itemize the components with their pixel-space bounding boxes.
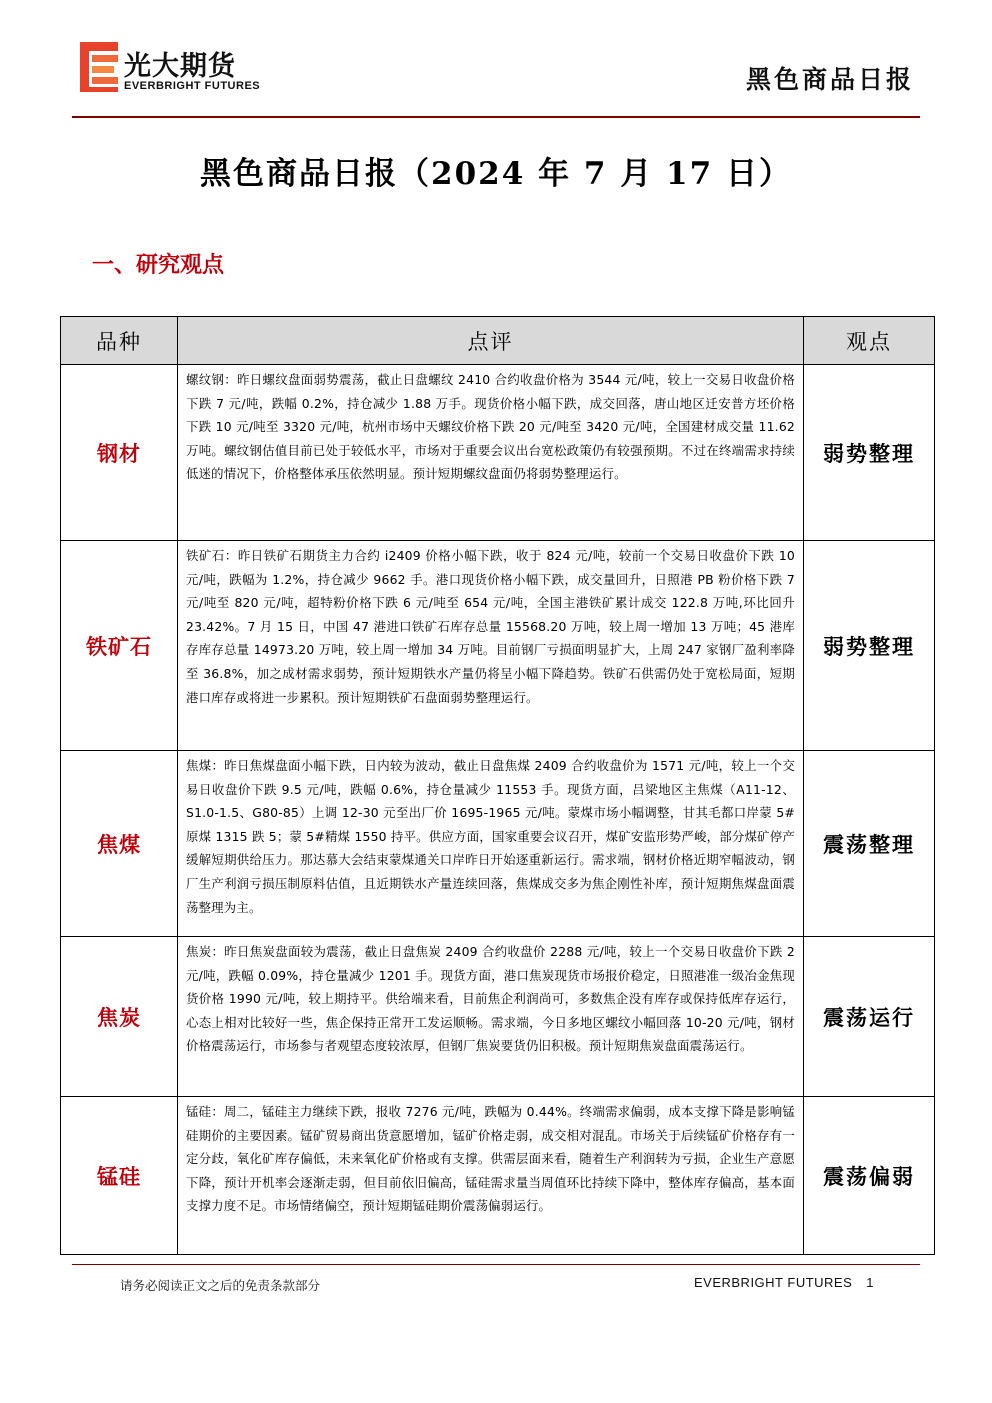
variety-name: 焦煤	[61, 751, 178, 937]
variety-name: 钢材	[61, 365, 178, 541]
footer-company-name: EVERBRIGHT FUTURES	[693, 1275, 853, 1290]
table-row	[61, 751, 935, 937]
footer-disclaimer: 请务必阅读正文之后的免责条款部分	[120, 1278, 321, 1293]
variety-name: 焦炭	[61, 937, 178, 1097]
variety-comment: 锰硅：周二，锰硅主力继续下跌，报收 7276 元/吨，跌幅为 0.44%。终端需求偏弱，成本支撑下降是影响锰硅期价的主要因素。锰矿贸易商出货意愿增加，锰矿价格走弱，成交相对混乱。市场关于后续锰矿价格存有一定分歧，氧化矿库存偏低，未来氧化矿价格或有支撑。供需层面来看，随着生产利润转为亏损，企业生产意愿下降，预计开机率会逐渐走弱，但目前依旧偏高，锰硅需求量当周值环比持续下降中，整体库存偏高，基本面支撑力度不足。市场情绪偏空，预计短期锰硅期价震荡偏弱运行。	[178, 1097, 804, 1255]
page-title: 黑色商品日报（2024 年 7 月 17 日）	[200, 156, 792, 192]
everbright-logo-icon	[80, 42, 118, 92]
variety-comment: 焦煤：昨日焦煤盘面小幅下跌，日内较为波动，截止日盘焦煤 2409 合约收盘价为 1571 元/吨，较上一个交易日收盘价下跌 9.5 元/吨，跌幅 0.6%，持仓量减少 11553 手。现货方面，吕梁地区主焦煤（A11-12、S1.0-1.5、G80-85）上调 12-30 元至出厂价 1695-1965 元/吨。蒙煤市场小幅调整，甘其毛都口岸蒙 5#原煤 1315 跌 5；蒙 5#精煤 1550 持平。供应方面，国家重要会议召开，煤矿安监形势严峻，部分煤矿停产缓解短期供给压力。那达慕大会结束蒙煤通关口岸昨日开始逐重新运行。需求端，钢材价格近期窄幅波动，钢厂生产利润亏损压制原料估值，且近期铁水产量连续回落，焦煤成交多为焦企刚性补库，预计短期焦煤盘面震荡整理为主。	[178, 751, 804, 937]
table-row	[61, 937, 935, 1097]
section-heading: 一、研究观点	[92, 252, 225, 278]
logo-chinese-name: 光大期货	[124, 51, 236, 82]
variety-comment: 铁矿石：昨日铁矿石期货主力合约 i2409 价格小幅下跌，收于 824 元/吨，较前一个交易日收盘价下跌 10 元/吨，跌幅为 1.2%，持仓减少 9662 手。港口现货价格小幅下跌，成交量回升，日照港 PB 粉价格下跌 7 元/吨至 820 元/吨，超特粉价格下跌 6 元/吨至 654 元/吨，全国主港铁矿累计成交 122.8 万吨,环比回升 23.42%。7 月 15 日，中国 47 港进口铁矿石库存总量 15568.20 万吨，较上周一增加 13 万吨；45 港库存库存总量 14973.20 万吨，较上周一增加 34 万吨。目前钢厂亏损面明显扩大，上周 247 家钢厂盈利率降至 36.8%，加之成材需求弱势，预计短期铁水产量仍将呈小幅下降趋势。铁矿石供需仍处于宽松局面，短期港口库存或将进一步累积。预计短期铁矿石盘面弱势整理运行。	[178, 541, 804, 751]
column-header-comment: 点评	[178, 317, 804, 365]
variety-name: 锰硅	[61, 1097, 178, 1255]
table-header-row	[61, 317, 935, 365]
variety-view: 震荡偏弱	[804, 1097, 935, 1255]
page-number: 1	[866, 1275, 874, 1290]
research-table	[60, 316, 935, 1255]
variety-view: 震荡整理	[804, 751, 935, 937]
column-header-view: 观点	[804, 317, 935, 365]
page-header	[72, 40, 920, 120]
variety-comment: 焦炭：昨日焦炭盘面较为震荡，截止日盘焦炭 2409 合约收盘价 2288 元/吨，较上一个交易日收盘价下跌 2 元/吨，跌幅 0.09%，持仓量减少 1201 手。现货方面，港口焦炭现货市场报价稳定，日照港准一级冶金焦现货价格 1990 元/吨，较上期持平。供给端来看，目前焦企利润尚可，多数焦企没有库存或保持低库存运行，心态上相对比较好一些，焦企保持正常开工发运顺畅。需求端，今日多地区螺纹小幅回落 10-20 元/吨，钢材价格震荡运行，市场参与者观望态度较浓厚，但钢厂焦炭要货仍旧积极。预计短期焦炭盘面震荡运行。	[178, 937, 804, 1097]
header-divider	[72, 116, 920, 118]
header-report-name: 黑色商品日报	[745, 65, 914, 94]
variety-view: 弱势整理	[804, 541, 935, 751]
company-logo	[80, 40, 310, 100]
variety-name: 铁矿石	[61, 541, 178, 751]
table-row	[61, 365, 935, 541]
table-row	[61, 1097, 935, 1255]
table-row	[61, 541, 935, 751]
logo-english-name: EVERBRIGHT FUTURES	[124, 80, 261, 92]
footer-divider	[72, 1264, 920, 1265]
variety-comment: 螺纹钢：昨日螺纹盘面弱势震荡，截止日盘螺纹 2410 合约收盘价格为 3544 元/吨，较上一交易日收盘价格下跌 7 元/吨，跌幅 0.2%，持仓减少 1.88 万手。现货价格小幅下跌，成交回落，唐山地区迁安普方坯价格下跌 10 元/吨至 3320 元/吨，杭州市场中天螺纹价格下跌 20 元/吨至 3420 元/吨，全国建材成交量 11.62 万吨。螺纹钢估值目前已处于较低水平，市场对于重要会议出台宽松政策仍有较强预期。不过在终端需求持续低迷的情况下，价格整体承压依然明显。预计短期螺纹盘面仍将弱势整理运行。	[178, 365, 804, 541]
column-header-variety: 品种	[61, 317, 178, 365]
variety-view: 弱势整理	[804, 365, 935, 541]
footer-company	[694, 1275, 874, 1290]
variety-view: 震荡运行	[804, 937, 935, 1097]
